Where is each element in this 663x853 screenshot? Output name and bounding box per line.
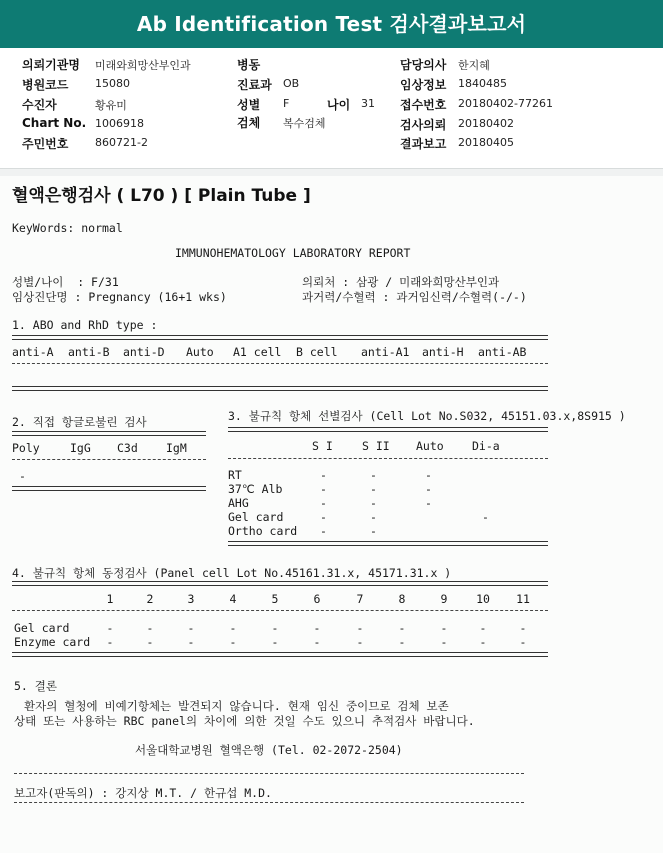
panel-col: 9 <box>440 592 448 606</box>
abo-col-anti-ab: anti-AB <box>478 345 527 359</box>
dept-label: 진료과 <box>237 78 272 92</box>
reporter-bottom-rule <box>14 802 524 803</box>
section-1-rule <box>12 363 548 364</box>
abo-col-anti-a1: anti-A1 <box>361 345 410 359</box>
panel-col: 11 <box>516 592 530 606</box>
history-transfusion: 과거력/수혈력 : 과거임신력/수혈력(-/-) <box>302 290 527 304</box>
receipt-label: 접수번호 <box>400 98 447 112</box>
conclusion-line-1: 환자의 혈청에 비예기항체는 발견되지 않습니다. 현재 임신 중이므로 검체 보존 <box>24 699 449 713</box>
section-3-end-rule <box>228 541 548 546</box>
screen-row-label: Gel card <box>228 510 284 524</box>
panel-cell: - <box>479 621 487 635</box>
doctor-label: 담당의사 <box>400 58 447 72</box>
age-value: 31 <box>361 97 375 110</box>
dat-col-poly: Poly <box>12 441 40 455</box>
conclusion-line-2: 상태 또는 사용하는 RBC panel의 차이에 의한 것일 수도 있으니 추적검사 바랍니다. <box>14 714 475 728</box>
screen-row-label: RT <box>228 468 242 482</box>
panel-cell: - <box>187 635 195 649</box>
screen-cell: - <box>370 510 377 524</box>
section-2-double-rule <box>12 431 206 436</box>
section-4-title: 4. 불규칙 항체 동정검사 (Panel cell Lot No.45161.31.x, 45171.31.x ) <box>12 566 452 580</box>
panel-col: 3 <box>187 592 195 606</box>
panel-cell: - <box>313 635 321 649</box>
section-3-double-rule <box>228 427 548 432</box>
request-label: 검사의뢰 <box>400 118 447 132</box>
panel-col: 2 <box>146 592 154 606</box>
panel-cell: - <box>271 621 279 635</box>
panel-col: 7 <box>356 592 364 606</box>
panel-cell: - <box>519 621 527 635</box>
reporter-top-rule <box>14 773 524 774</box>
report-header <box>0 48 663 168</box>
clinical-value: 1840485 <box>458 77 507 90</box>
org-value: 미래와희망산부인과 <box>95 59 191 72</box>
panel-cell: - <box>356 621 364 635</box>
clinical-diagnosis: 임상진단명 : Pregnancy (16+1 wks) <box>12 290 227 304</box>
panel-cell: - <box>356 635 364 649</box>
section-1-double-rule <box>12 335 548 340</box>
section-2-title: 2. 직접 항글로불린 검사 <box>12 415 147 429</box>
panel-col: 4 <box>229 592 237 606</box>
hospcode-label: 병원코드 <box>22 78 69 92</box>
specimen-label: 검체 <box>237 116 261 130</box>
section-1-end-rule <box>12 386 548 391</box>
screen-cell: - <box>320 510 327 524</box>
patient-value: 황유미 <box>95 99 127 112</box>
dat-col-c3d: C3d <box>117 441 138 455</box>
screen-cell: - <box>425 468 432 482</box>
panel-cell: - <box>313 621 321 635</box>
request-value: 20180402 <box>458 117 514 130</box>
screen-col-s1: S I <box>312 439 333 453</box>
patient-label: 수진자 <box>22 98 57 112</box>
lab-report-title: IMMUNOHEMATOLOGY LABORATORY REPORT <box>175 246 411 260</box>
panel-cell: - <box>519 635 527 649</box>
chart-label: Chart No. <box>22 116 87 130</box>
dat-result: - <box>19 469 26 483</box>
screen-cell: - <box>320 524 327 538</box>
section-3-rule <box>228 458 548 459</box>
panel-cell: - <box>146 621 154 635</box>
ssn-label: 주민번호 <box>22 137 69 151</box>
panel-cell: - <box>187 621 195 635</box>
panel-cell: - <box>106 635 114 649</box>
panel-cell: - <box>271 635 279 649</box>
doctor-value: 한지혜 <box>458 59 490 72</box>
section-4-end-rule <box>12 652 548 657</box>
dept-value: OB <box>283 77 300 90</box>
hospital-contact: 서울대학교병원 혈액은행 (Tel. 02-2072-2504) <box>135 743 403 757</box>
screen-cell: - <box>425 496 432 510</box>
keywords: KeyWords: normal <box>12 221 123 235</box>
ssn-value: 860721-2 <box>95 136 148 149</box>
screen-row-label: 37℃ Alb <box>228 482 283 496</box>
org-label: 의뢰기관명 <box>22 58 80 72</box>
panel-cell: - <box>440 621 448 635</box>
chart-value: 1006918 <box>95 117 144 130</box>
panel-col: 1 <box>106 592 114 606</box>
sex-value: F <box>283 97 290 110</box>
abo-col-anti-b: anti-B <box>68 345 110 359</box>
panel-cell: - <box>106 621 114 635</box>
screen-col-dia: Di-a <box>472 439 500 453</box>
panel-cell: - <box>146 635 154 649</box>
section-4-double-rule <box>12 581 548 586</box>
report-date-label: 결과보고 <box>400 137 447 151</box>
abo-col-anti-d: anti-D <box>123 345 165 359</box>
abo-col-b-cell: B cell <box>296 345 338 359</box>
abo-col-anti-a: anti-A <box>12 345 54 359</box>
sex-label: 성별 <box>237 98 261 112</box>
panel-cell: - <box>398 621 406 635</box>
panel-cell: - <box>398 635 406 649</box>
screen-col-auto: Auto <box>416 439 444 453</box>
panel-col: 5 <box>271 592 279 606</box>
screen-row-label: Ortho card <box>228 524 298 538</box>
report-banner-title: Ab Identification Test 검사결과보고서 <box>0 0 663 48</box>
report-date-value: 20180405 <box>458 136 514 149</box>
screen-cell: - <box>320 482 327 496</box>
screen-col-s2: S II <box>362 439 390 453</box>
screen-cell: - <box>370 496 377 510</box>
receipt-value: 20180402-77261 <box>458 97 553 110</box>
abo-col-anti-h: anti-H <box>422 345 464 359</box>
hospcode-value: 15080 <box>95 77 130 90</box>
dat-col-igg: IgG <box>70 441 91 455</box>
panel-row-label: Enzyme card <box>14 635 91 649</box>
section-2-end-rule <box>12 486 206 491</box>
screen-row-label: AHG <box>228 496 249 510</box>
screen-cell: - <box>425 482 432 496</box>
section-1-title: 1. ABO and RhD type : <box>12 318 158 332</box>
panel-cell: - <box>229 621 237 635</box>
patient-sex-age: 성별/나이 : F/31 <box>12 275 119 289</box>
screen-cell: - <box>370 482 377 496</box>
abo-col-auto: Auto <box>186 345 214 359</box>
section-3-title: 3. 불규칙 항체 선별검사 (Cell Lot No.S032, 45151.03.x,8S915 ) <box>228 409 626 423</box>
panel-cell: - <box>229 635 237 649</box>
panel-row-label: Gel card <box>14 621 70 635</box>
panel-col: 10 <box>476 592 490 606</box>
ward-label: 병동 <box>237 58 261 72</box>
specimen-value: 복수검체 <box>283 117 326 130</box>
panel-cell: - <box>440 635 448 649</box>
screen-cell: - <box>370 468 377 482</box>
dat-col-igm: IgM <box>166 441 187 455</box>
abo-col-a1-cell: A1 cell <box>233 345 282 359</box>
screen-cell: - <box>320 496 327 510</box>
screen-cell: - <box>370 524 377 538</box>
section-2-rule <box>12 459 206 460</box>
panel-col: 6 <box>313 592 321 606</box>
reporter-line: 보고자(판독의) : 강지상 M.T. / 한규섭 M.D. <box>14 786 272 800</box>
section-5-title: 5. 결론 <box>14 679 57 693</box>
section-4-rule <box>12 610 548 611</box>
clinical-label: 임상정보 <box>400 78 447 92</box>
age-label: 나이 <box>327 98 351 112</box>
panel-cell: - <box>479 635 487 649</box>
requesting-institution: 의뢰처 : 삼광 / 미래와희망산부인과 <box>302 275 500 289</box>
panel-col: 8 <box>398 592 406 606</box>
screen-cell: - <box>482 510 489 524</box>
document-title: 혈액은행검사 ( L70 ) [ Plain Tube ] <box>12 186 311 206</box>
screen-cell: - <box>320 468 327 482</box>
